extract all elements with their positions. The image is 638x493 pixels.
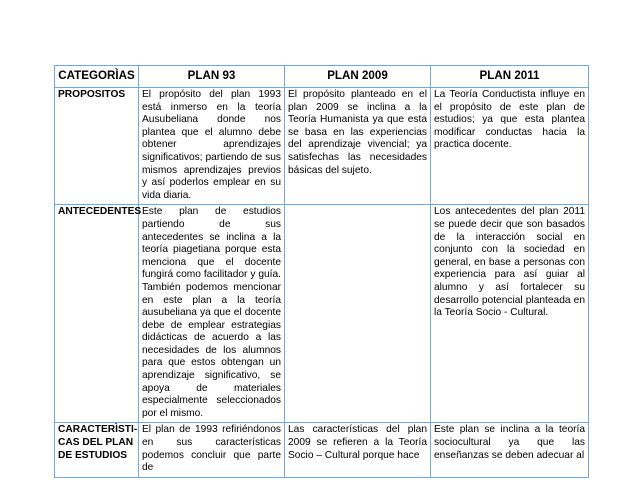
table-row bbox=[55, 88, 589, 205]
plan-2011-cell: Este plan se inclina a la teoría sociocultural ya que las enseñanzas se deben adecuar al bbox=[431, 423, 589, 477]
plan-2011-cell: Los antecedentes del plan 2011 se puede decir que son basados de la interacción social en conjunto con la sociedad en general, en base a personas con experiencia para así guiar al alumno y así fortalecer su desarrollo potencial planteada en la Teoría Socio - Cultural. bbox=[431, 205, 589, 423]
category-cell: PROPOSITOS bbox=[55, 88, 139, 205]
category-cell: ANTECEDENTES bbox=[55, 205, 139, 423]
plan-2009-cell: Las características del plan 2009 se refieren a la Teoría Socio – Cultural porque hace bbox=[285, 423, 431, 477]
plan-2009-cell: El propósito planteado en el plan 2009 se inclina a la Teoría Humanista ya que esta se basa en las experiencias del aprendizaje vivencial; ya satisfechas las necesidades básicas del sujeto. bbox=[285, 88, 431, 205]
plan-93-cell: El plan de 1993 refiriéndonos en sus características podemos concluir que parte de bbox=[139, 423, 285, 477]
table-row bbox=[55, 423, 589, 477]
category-cell: CARACTERÌSTI-CAS DEL PLAN DE ESTUDIOS bbox=[55, 423, 139, 477]
header-plan-93: PLAN 93 bbox=[139, 66, 285, 88]
plan-2011-cell: La Teoría Conductista influye en el propósito de este plan de estudios; ya que esta plantea modificar conductas hacia la practica docente. bbox=[431, 88, 589, 205]
table-row bbox=[55, 205, 589, 423]
plan-93-cell: El propósito del plan 1993 está inmerso en la teoría Ausubeliana donde nos plantea que el alumno debe obtener aprendizajes significativos; partiendo de sus mismos aprendizajes previos y así poderlos emplear en su vida diaria. bbox=[139, 88, 285, 205]
header-plan-2011: PLAN 2011 bbox=[431, 66, 589, 88]
comparison-table bbox=[54, 65, 589, 478]
plan-93-cell: Este plan de estudios partiendo de sus antecedentes se inclina a la teoría piagetiana porque esta menciona que el docente fungirá como facilitador y guía. También podemos mencionar en este plan a la teoría ausubeliana ya que el docente debe de emplear estrategias didácticas de acuerdo a las necesidades de los alumnos para que estos obtengan un aprendizaje significativo, se apoya de materiales especialmente seleccionados por el mismo. bbox=[139, 205, 285, 423]
header-plan-2009: PLAN 2009 bbox=[285, 66, 431, 88]
table-header-row bbox=[55, 66, 589, 88]
plan-2009-cell bbox=[285, 205, 431, 423]
header-categorias: CATEGORÌAS bbox=[55, 66, 139, 88]
